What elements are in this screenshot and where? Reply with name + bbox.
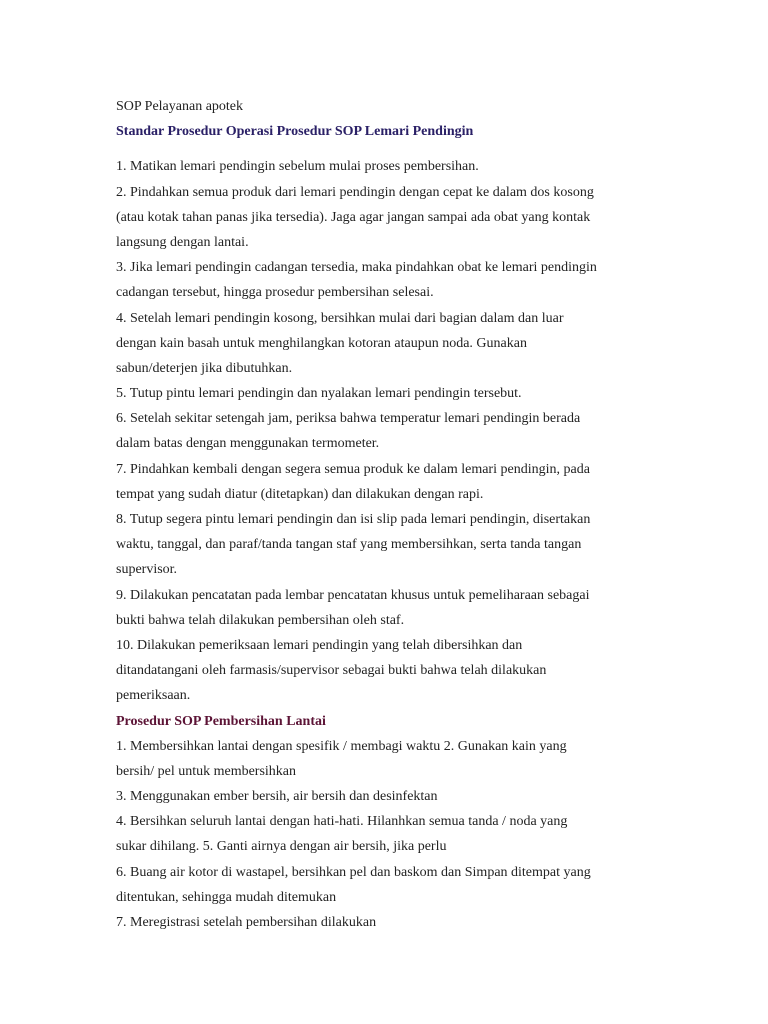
section-heading-pembersihan-lantai: Prosedur SOP Pembersihan Lantai	[116, 713, 326, 729]
text-line: cadangan tersebut, hingga prosedur pembersihan selesai.	[116, 285, 434, 301]
text-line: ditandatangani oleh farmasis/supervisor sebagai bukti bahwa telah dilakukan	[116, 663, 547, 679]
text-line: bukti bahwa telah dilakukan pembersihan oleh staf.	[116, 612, 405, 628]
text-line: 3. Menggunakan ember bersih, air bersih dan desinfektan	[116, 789, 438, 805]
text-line: 2. Pindahkan semua produk dari lemari pendingin dengan cepat ke dalam dos kosong	[116, 184, 594, 200]
section-body-lemari-pendingin	[116, 154, 661, 708]
text-line: 4. Bersihkan seluruh lantai dengan hati-hati. Hilanhkan semua tanda / noda yang	[116, 814, 568, 830]
text-line: dengan kain basah untuk menghilangkan kotoran ataupun noda. Gunakan	[116, 335, 527, 351]
text-line: 7. Pindahkan kembali dengan segera semua produk ke dalam lemari pendingin, pada	[116, 461, 590, 477]
text-line: 3. Jika lemari pendingin cadangan tersedia, maka pindahkan obat ke lemari pendingin	[116, 260, 597, 276]
document-title: SOP Pelayanan apotek	[116, 99, 244, 114]
text-line: dalam batas dengan menggunakan termometer.	[116, 436, 380, 452]
text-line: (atau kotak tahan panas jika tersedia). Jaga agar jangan sampai ada obat yang kontak	[116, 209, 591, 225]
text-line: 5. Tutup pintu lemari pendingin dan nyalakan lemari pendingin tersebut.	[116, 386, 522, 402]
text-line: 8. Tutup segera pintu lemari pendingin dan isi slip pada lemari pendingin, disertakan	[116, 512, 591, 527]
text-line: 9. Dilakukan pencatatan pada lembar pencatatan khusus untuk pemeliharaan sebagai	[116, 587, 590, 603]
text-line: sukar dihilang. 5. Ganti airnya dengan air bersih, jika perlu	[116, 839, 447, 855]
document-page	[116, 94, 661, 935]
text-line: 6. Setelah sekitar setengah jam, periksa bahwa temperatur lemari pendingin berada	[116, 411, 581, 427]
text-line: 1. Matikan lemari pendingin sebelum mulai proses pembersihan.	[116, 159, 479, 175]
text-line: ditentukan, sehingga mudah ditemukan	[116, 889, 337, 905]
text-line: 1. Membersihkan lantai dengan spesifik / membagi waktu 2. Gunakan kain yang	[116, 738, 567, 754]
text-line: tempat yang sudah diatur (ditetapkan) dan dilakukan dengan rapi.	[116, 486, 484, 502]
text-line: 6. Buang air kotor di wastapel, bersihkan pel dan baskom dan Simpan ditempat yang	[116, 864, 591, 880]
text-line: 10. Dilakukan pemeriksaan lemari pendingin yang telah dibersihkan dan	[116, 637, 523, 653]
section-heading-lemari-pendingin: Standar Prosedur Operasi Prosedur SOP Lemari Pendingin	[116, 124, 474, 140]
text-line: sabun/deterjen jika dibutuhkan.	[116, 360, 293, 376]
text-line: supervisor.	[116, 562, 178, 578]
text-line: 4. Setelah lemari pendingin kosong, bersihkan mulai dari bagian dalam dan luar	[116, 310, 564, 326]
text-line: bersih/ pel untuk membersihkan	[116, 763, 297, 779]
spacer	[116, 144, 661, 154]
section-body-pembersihan-lantai	[116, 734, 661, 936]
text-line: langsung dengan lantai.	[116, 234, 249, 250]
text-line: pemeriksaan.	[116, 688, 191, 704]
text-line: 7. Meregistrasi setelah pembersihan dilakukan	[116, 915, 377, 930]
text-line: waktu, tanggal, dan paraf/tanda tangan staf yang membersihkan, serta tanda tangan	[116, 537, 582, 553]
